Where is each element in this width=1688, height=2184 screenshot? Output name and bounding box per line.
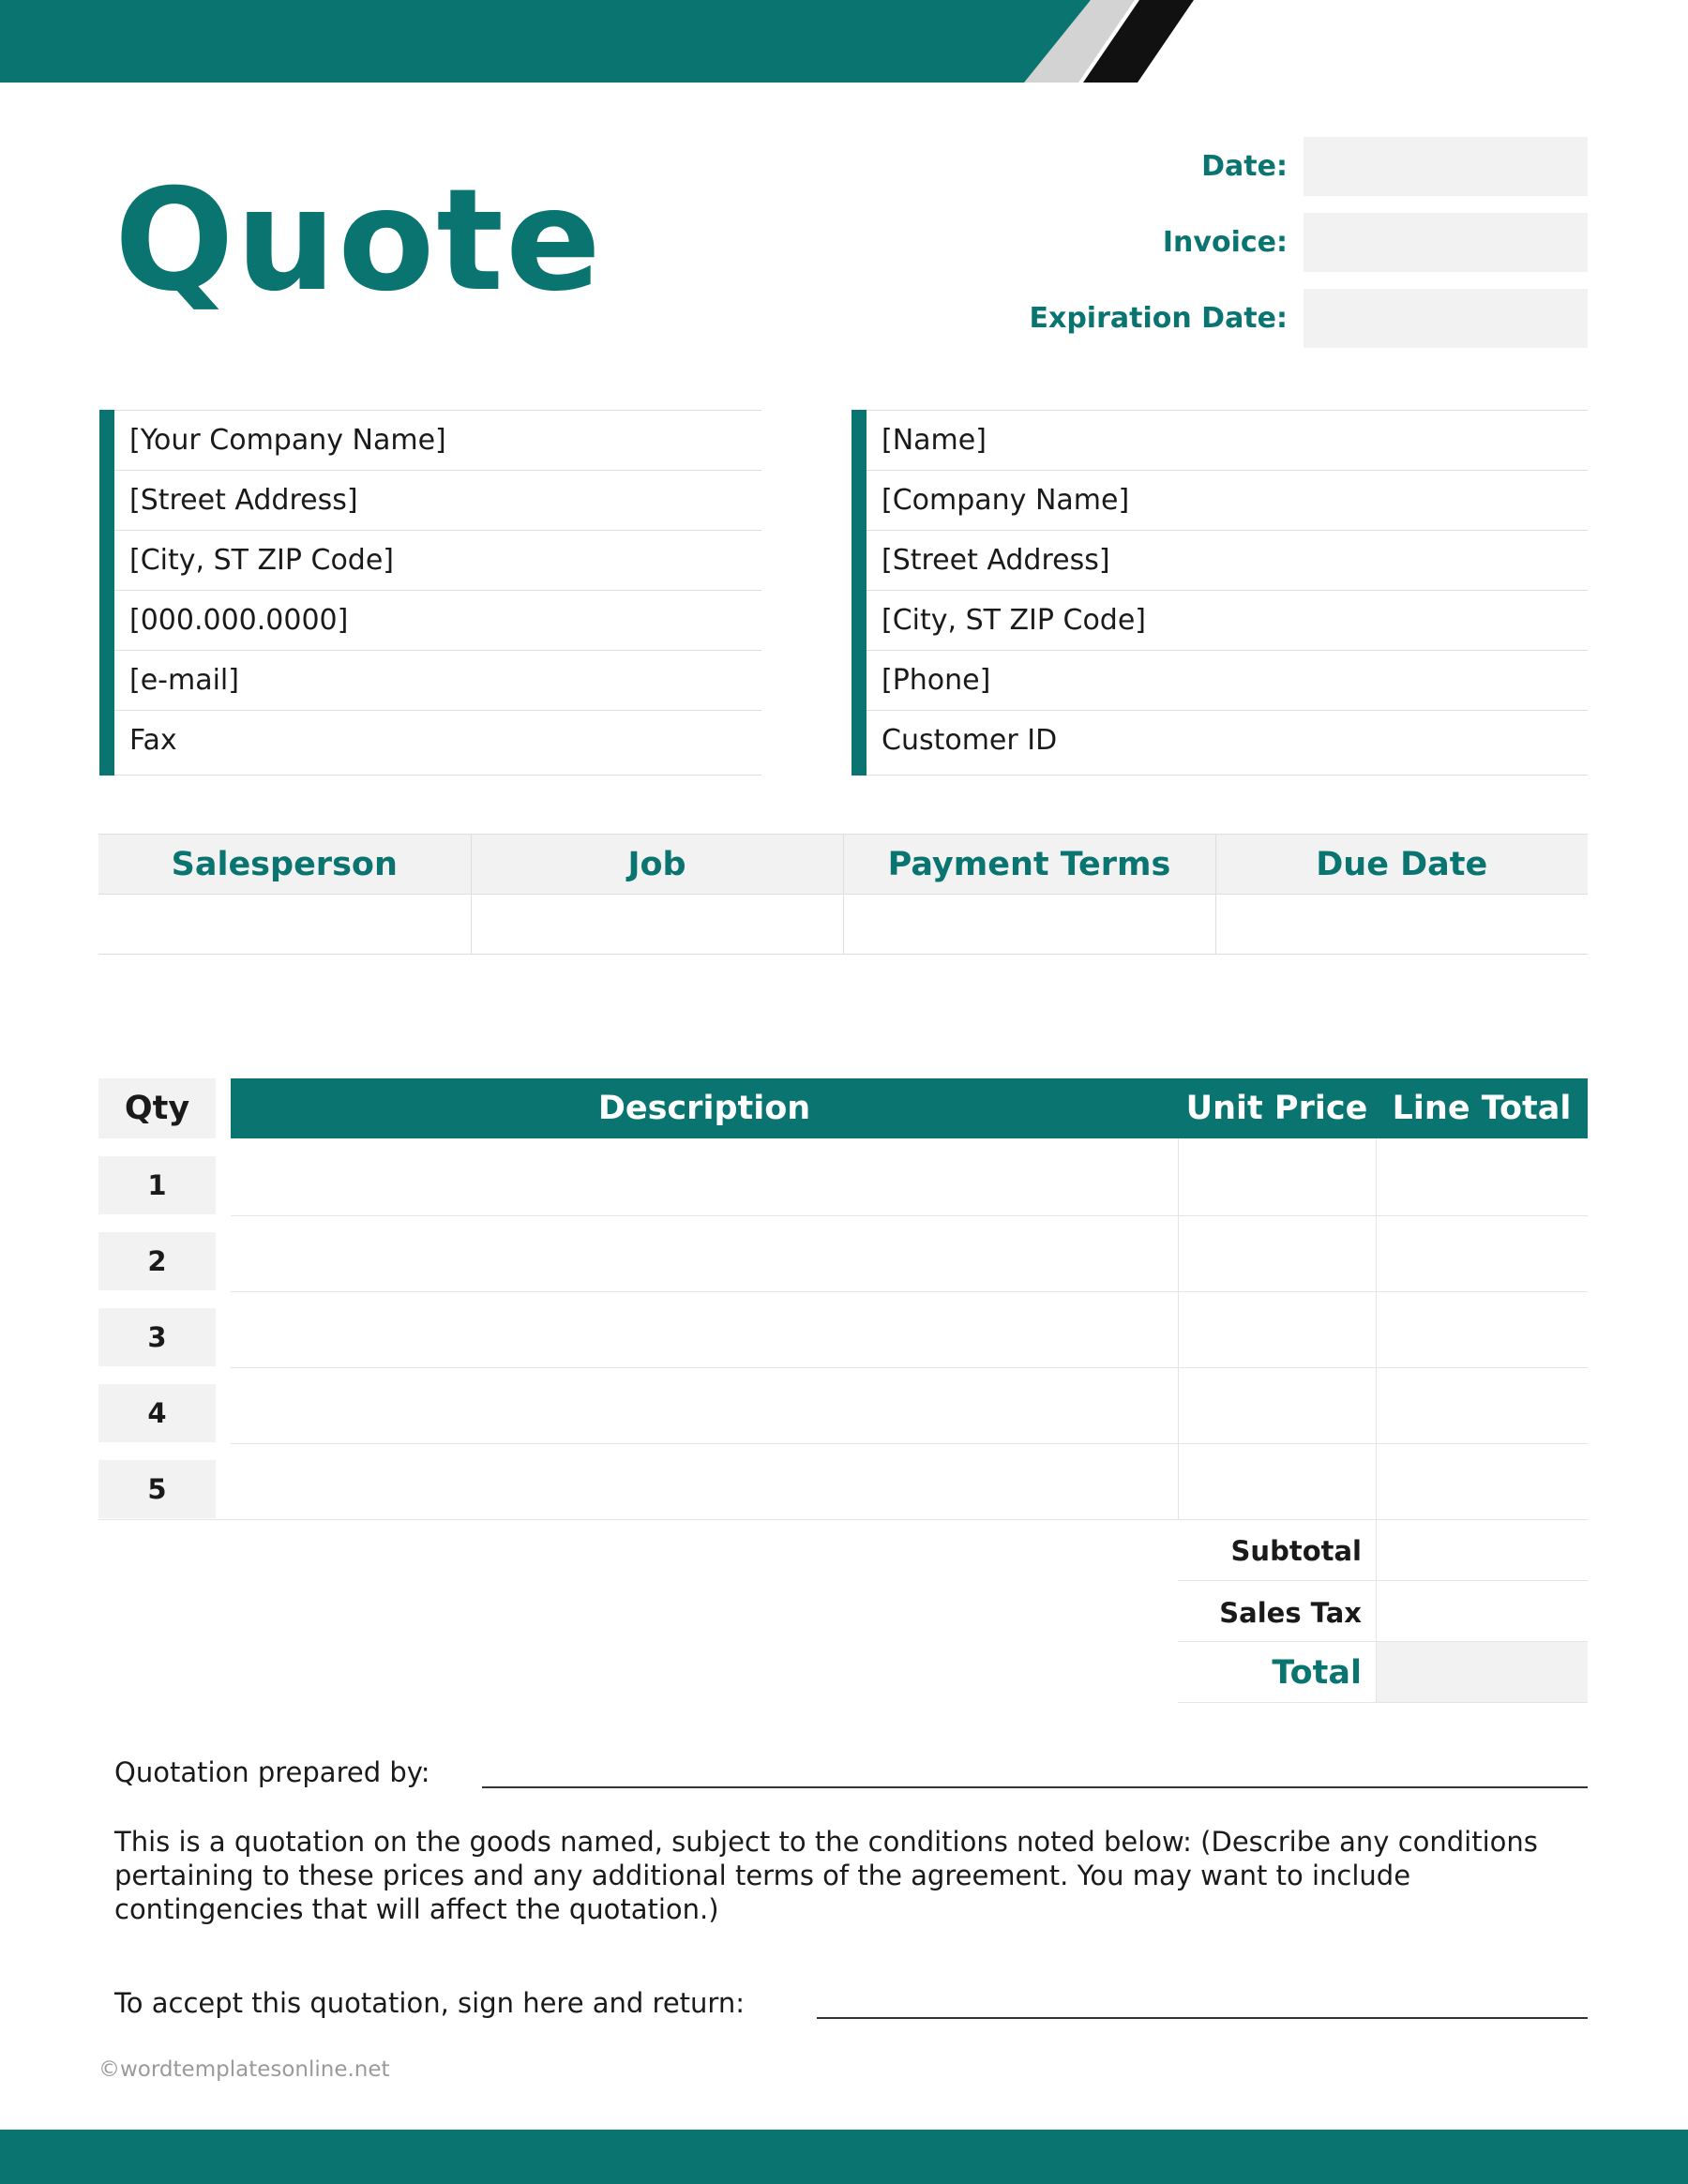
row-divider [231, 1291, 1588, 1292]
payment-terms-header: Payment Terms [843, 835, 1215, 895]
sender-phone[interactable]: [000.000.0000] [114, 590, 761, 650]
sender-street-address[interactable]: [Street Address] [114, 470, 761, 530]
sender-fax[interactable]: Fax [114, 710, 761, 776]
summary-divider [1178, 1702, 1588, 1703]
signature-line[interactable] [817, 2017, 1588, 2019]
sender-address-block [99, 410, 761, 776]
date-label: Date: [1201, 150, 1288, 183]
description-header: Description [231, 1078, 1178, 1138]
line-total-header: Line Total [1376, 1078, 1588, 1138]
qty-cell[interactable]: 2 [98, 1232, 216, 1290]
conditions-text: This is a quotation on the goods named, subject to the conditions noted below: (Describe any conditions pertaining to these prices and any additional terms of the agreement. You may want to include contingencies that will affect the quotation.) [114, 1826, 1538, 1925]
due-date-header: Due Date [1215, 835, 1588, 895]
invoice-label: Invoice: [1162, 226, 1288, 259]
expiration-date-label: Expiration Date: [1029, 302, 1288, 335]
summary-divider [1178, 1580, 1588, 1581]
total-value-field[interactable] [1377, 1642, 1588, 1702]
recipient-name[interactable]: [Name] [867, 410, 1588, 470]
qty-cell[interactable]: 3 [98, 1308, 216, 1366]
order-info-table [98, 834, 1588, 955]
job-cell[interactable] [471, 895, 843, 955]
row-divider [231, 1215, 1588, 1216]
invoice-field[interactable] [1304, 213, 1588, 272]
date-field[interactable] [1304, 137, 1588, 196]
qty-cell[interactable]: 4 [98, 1384, 216, 1442]
recipient-street-address[interactable]: [Street Address] [867, 530, 1588, 590]
sender-email[interactable]: [e-mail] [114, 650, 761, 710]
sender-city-zip[interactable]: [City, ST ZIP Code] [114, 530, 761, 590]
row-divider [231, 1443, 1588, 1444]
footer-band [0, 2130, 1688, 2184]
expiration-date-field[interactable] [1304, 289, 1588, 348]
prepared-by-line[interactable] [482, 1786, 1588, 1788]
salesperson-header: Salesperson [98, 835, 471, 895]
sender-accent-bar [99, 410, 114, 776]
sender-company-name[interactable]: [Your Company Name] [114, 410, 761, 470]
qty-cell[interactable]: 1 [98, 1156, 216, 1214]
payment-terms-cell[interactable] [843, 895, 1215, 955]
recipient-city-zip[interactable]: [City, ST ZIP Code] [867, 590, 1588, 650]
prepared-by-label: Quotation prepared by: [114, 1756, 430, 1788]
recipient-address-block [852, 410, 1588, 776]
page-title: Quote [114, 159, 603, 323]
job-header: Job [471, 835, 843, 895]
row-divider [231, 1367, 1588, 1368]
unit-price-header: Unit Price [1178, 1078, 1376, 1138]
unit-price-column-divider [1178, 1138, 1179, 1519]
salesperson-cell[interactable] [98, 895, 471, 955]
sales-tax-label: Sales Tax [1219, 1597, 1362, 1629]
recipient-customer-id[interactable]: Customer ID [867, 710, 1588, 776]
recipient-phone[interactable]: [Phone] [867, 650, 1588, 710]
subtotal-label: Subtotal [1230, 1535, 1362, 1567]
qty-cell[interactable]: 5 [98, 1460, 216, 1518]
header-band [0, 0, 1688, 83]
due-date-cell[interactable] [1215, 895, 1588, 955]
row-divider [98, 1519, 1588, 1520]
recipient-accent-bar [852, 410, 867, 776]
qty-header: Qty [98, 1078, 216, 1138]
recipient-company-name[interactable]: [Company Name] [867, 470, 1588, 530]
copyright-text: ©wordtemplatesonline.net [98, 2057, 390, 2082]
total-label: Total [1272, 1654, 1362, 1692]
line-total-column-divider [1376, 1138, 1377, 1703]
accept-label: To accept this quotation, sign here and return: [114, 1987, 745, 2019]
